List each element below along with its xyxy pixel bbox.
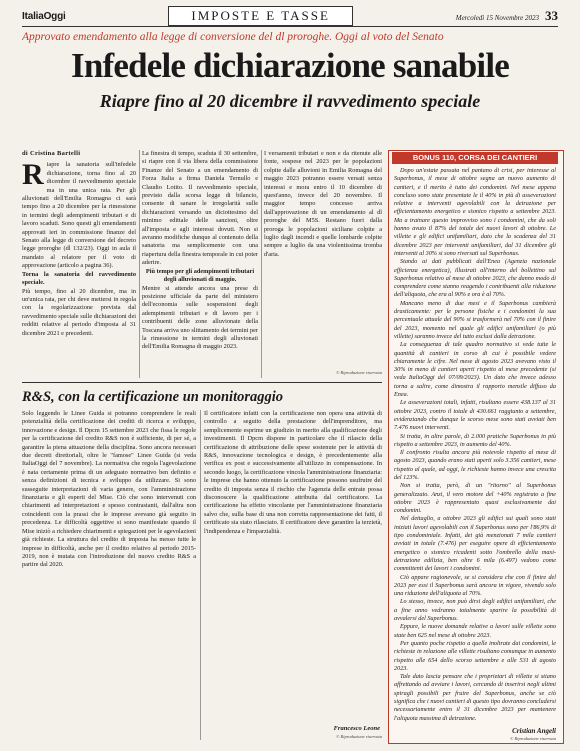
article-subheadline: Riapre fino al 20 dicembre il ravvedimento speciale	[99, 91, 481, 111]
subarticle-title: R&S, con la certificazione un monitoraggio	[22, 389, 284, 405]
article-body-3: I versamenti tributari e non e da ritenute alle fonte, sospese nel 2023 per le popolazioni colpite dalle alluvioni in Emilia Romagna del maggio 2023 potranno essere versati senza interessi e mora entro il 10 dicembre di quest'anno, invece del 20 novembre. Il maggior tempo concesso arriva dall'approvazione di un emendamento al dl proroghe del M5S. Restano fuori dalla proroga le popolazioni siciliane colpite a luglio dagli incendi e quelle lombarde colpite sempre a luglio da una violentissima tromba d'aria.	[264, 150, 382, 258]
issue-date: Mercoledì 15 Novembre 2023	[455, 14, 539, 22]
section-label: IMPOSTE E TASSE	[168, 6, 353, 26]
article-column-3	[264, 150, 382, 368]
box-paragraph: Nel dettaglio, a ottobre 2023 gli edifici sui quali sono stati iniziati lavori agevolabili con il Superbonus sono per l'86,9% di tipo condominiale. Infatti, dei già menzionati 7 mila cantieri avviati in totale (7.476) per eseguire opere di efficientamento energetico o sismico ricadenti sotto l'ombrello della maxi-detrazione edilizia, ben oltre 6 mila (6.497) vedono come committenti dei lavori i condomini.	[394, 515, 556, 573]
article-column-2	[142, 150, 258, 378]
article-byline: di Cristina Bartelli	[22, 150, 81, 157]
box-paragraph: Lo stesso, invece, non può dirsi degli edifici unifamiliari, che a fine anno vedranno totalmente sparire la possibilità di avvalersi del Superbonus.	[394, 598, 556, 623]
column-rule	[200, 410, 201, 740]
box-paragraph: Stando ai dati pubblicati dall'Enea (Agenzia nazionale efficienza energetica), illustrati all'interno del bollettino sul Superbonus relativo al mese di ottobre 2023, che danno modo di comprendere come stanno reagendo i contribuenti alla riduzione dell'aliquota, che era al 90% e ora è al 70%.	[394, 258, 556, 299]
box-paragraph: Eppure, le nuove domande relative a lavori sulle villette sono state ben 625 nel mese di ottobre 2023.	[394, 623, 556, 639]
sidebar-box-title: BONUS 110, CORSA DEI CANTIERI	[392, 152, 558, 164]
box-paragraph: Per quanto poche rispetto a quelle inoltrate dai condomini, le richieste in relazione alle villette risultano comunque in aumento rispetto alle 654 dello scorso settembre e alle 531 di agosto 2023.	[394, 639, 556, 672]
box-paragraph: Mancano meno di due mesi e il Superbonus cambierà drasticamente: per le persone fisiche e i condomini la sua percentuale attuale del 90% si trasformerà nel 70% con il finire del 2023, momento nel quale gli edifici unifamiliari (o più villette) saranno invece del tutto esclusi dalla detrazione.	[394, 299, 556, 340]
box-paragraph: Non si tratta, però, di un "ritorno" al Superbonus generalizzato. Anzi, il vero motore del +40% registrato a fine ottobre 2023 è rappresentato quasi esclusivamente dai condomini.	[394, 482, 556, 515]
box-paragraph: Tale dato lascia pensare che i proprietari di villette si stiano affrettando ad avviare i lavori, cercando di inserirsi negli ultimi spiragli possibili per fruire del Superbonus, anche se ciò significa che i nuovi cantieri di questo tipo dovranno concludersi necessariamente entro il 31 dicembre 2023 per mantenere l'aliquota massima di detrazione.	[394, 673, 556, 722]
article-body-2b: Mentre si attende ancora una prese di posizione ufficiale da parte del ministero dell'economia sulle sospensioni degli adempimenti tributari e di lavoro per i contribuenti delle zone alluvionate della Toscana arriva uno slittamento dei termini per la rimessione in termini degli alluvionati dell'Emilia Romagna di maggio 2023.	[142, 284, 258, 351]
subarticle-copyright: © Riproduzione riservata	[336, 734, 382, 739]
subarticle-author: Francesco Leone	[333, 725, 380, 732]
article-subhead-2: Più tempo per gli adempimenti tributari degli alluvionati di maggio.	[145, 267, 255, 284]
box-paragraph: Si tratta, in altre parole, di 2.000 pratiche Superbonus in più rispetto a settembre 2023, in aumento del 40%.	[394, 432, 556, 448]
column-rule	[139, 150, 140, 378]
box-author: Cristian Angeli	[512, 727, 556, 735]
subarticle-body-1: Solo leggendo le Linee Guida si potranno comprendere le reali potenzialità della certificazione dei crediti di ricerca e sviluppo, innovazione e design. Il Dpcm 15 settembre 2023 che fissa le regole per la certificazione del credito R&S non è sufficiente, di per sé, a garantire la piena attuazione della disciplina. Sono ancora necessari due decreti direttoriali, oltre le "famose" Linee Guida (si veda ItaliaOggi del 7 novembre). La normativa che regola l'agevolazione è nata certamente prima di un adeguato normativo ben definito e senza definizioni di tecnica e sviluppo da utilizzare. Si sono susseguite interpretazioni di varia genere, con l'amministrazione finanziaria e gli esperti del Mise. Ciò che sono intervenuti con chiarimenti ad interpretazioni e spesso contrastanti, dall'altra non coincidenti con la prassi che le imprese avevano già seguito in precedenza. Le difficoltà oggettive si sono manifestate quando il Mise iniziò a richiedere chiarimenti e spiegazioni per le agevolazioni già richieste. La struttura del credito di imposta ha messo tutte le imprese in difficoltà, anche per il credito relativo al periodo 2015-2019, non è mutata con l'introduzione del nuovo credito R&S a partire dal 2020.	[22, 410, 196, 569]
newspaper-logo: ItaliaOggi	[22, 10, 66, 22]
article-copyright: © Riproduzione riservata	[336, 370, 382, 375]
article-headline: Infedele dichiarazione sanabile	[71, 46, 509, 85]
page-number: 33	[545, 8, 558, 23]
column-rule	[261, 150, 262, 378]
article-lead: iapre la sanatoria sull'infedele dichiarazione, torna fino al 20 dicembre il ravvedimento speciale ma in una unica rata. Per gli alluvionati dell'Emilia Romagna ci sarà tempo fino a 20 dicembre per la rimessione in termini degli adempimenti tributari e di lavoro scaduti. Sono questi gli emendamenti approvati ieri in commissione finanze del Senato alla legge di conversione del decreto legge proroghe (dl 132/23). Oggi in aula il mandato al relatore per il voto di approvazione (articolo a pagina 36).	[22, 161, 136, 270]
box-paragraph: Dopo un'estate passata nel pantano di crisi, per interesse al Superbonus, il mese di ottobre segna un nuovo aumento di cantieri, e il merito è tutto dei condomini. Nel mese appena concluso sono state presentate le il 40% in più di asseverazioni relative a interventi agevolabili con la detrazione per efficientamento energetico e sismico rispetto a settembre 2023. Ma a trainare questo improvviso sono i condomini, che da soli hanno avuto il 87% del totale dei nuovi lavori di ottobre. Le villette e gli edifici unifamiliari, dato che la scadenza del 31 dicembre 2023 per interventi unifamiliari, dal 31 dicembre gli interventi al 30% si sono riversati sul Superbonus.	[394, 167, 556, 257]
date-page	[456, 8, 558, 24]
box-copyright: © Riproduzione riservata	[510, 736, 556, 741]
article-body-2: La finestra di tempo, scaduta il 30 settembre, si riapre con il via libera della commissione Finanze del Senato a un emendamento di Forza Italia a firma Daniela Ternullo e Claudio Lotito. Il ravvedimento speciale, previsto dalla scorsa legge di bilancio, consente di sanare le irregolarità sulle dichiarazioni versando un diciottesimo del minimo edittale delle sanzioni, oltre all'imposta e agli interessi dovuti. Non si avranno modifiche dunque al contenuto della sanatoria ma semplicemente con una riapertura della finestra temporale in cui poter aderire.	[142, 150, 258, 267]
page-header	[22, 6, 558, 27]
dropcap: R	[22, 158, 44, 192]
box-paragraph: Le asseverazioni totali, infatti, risultano essere 438.137 al 31 ottobre 2023, contro il totale di 430.661 raggiunto a settembre, evidenziando che dunque le scorso mese sono stati avviati ben 7.476 nuovi interventi.	[394, 399, 556, 432]
box-paragraph: La conseguenza di tale quadro normativo si vede tutte le quantità di cantieri in corso di cui è possibile vedere chiaramente le cifre. Nel mese di agosto 2023 avevano visto il 30% in meno di cantieri aperti rispetto al mese precedente (si veda ItaliaOggi del 07/09/2023). Un dato che invece adesso torna a salire, come dimostra il rapporto mensile diffuso da Enea.	[394, 341, 556, 399]
box-paragraph: Il confronto risulta ancora più notevole rispetto al mese di agosto 2023, quando erano stati aperti solo 3.356 cantieri, mese rispetto al quale, ad oggi, le richieste hanno invece una crescita del 123%.	[394, 449, 556, 481]
article-body-1: Più tempo, fino al 20 dicembre, ma in un'unica rata, per chi deve mettersi in regola con la regolarizzazione prevista dal ravvedimento speciale sulle dichiarazioni dei redditi relative al periodo d'imposta al 31 dicembre 2021 e precedenti.	[22, 287, 136, 337]
sidebar-box-text	[394, 167, 556, 727]
subarticle-column-2	[204, 410, 382, 722]
subarticle-column-1	[22, 410, 196, 740]
article-subhead-1: Torna la sanatoria del ravvedimento speciale.	[22, 270, 136, 287]
article-column-1	[22, 150, 136, 378]
section-divider	[22, 382, 382, 383]
subarticle-body-2: Il certificatore infatti con la certificazione non opera una attività di controllo a seguito della prestazione dell'imprenditore, ma semplicemente esprime un giudizio in merito alla qualificazione degli investimenti. Il Dpcm dispone in particolare che il rilascio della certificazione di attribuzione delle spese sostenute per le attività di R&S, innovazione tecnologica e design, è precedentemente alla verifica ex post e successivamente all'utilizzo in compensazione. In secondo luogo, la certificazione vincola l'amministrazione finanziaria: le imprese che hanno ottenuto la certificazione possono usufruire del credito di imposta senza il rischio che l'agenzia delle entrate possa disconoscere la qualificazione attribuita dal certificatore. La certificazione ha effetto vincolante per l'amministrazione finanziaria salvo che, sulla base di una non corretta rappresentazione dei fatti, il certificato sia stato rilasciato. Il certificatore deve garantire la terzietà, l'indipendenza e l'imparzialità.	[204, 410, 382, 535]
box-paragraph: Ciò appare ragionevole, se si considera che con il finire del 2023 per essi il Superbonus sarà ancora in vigore, vivendo solo una riduzione dell'aliquota al 70%.	[394, 573, 556, 598]
article-kicker: Approvato emendamento alla legge di conversione del dl proroghe. Oggi al voto del Senato	[22, 31, 444, 43]
